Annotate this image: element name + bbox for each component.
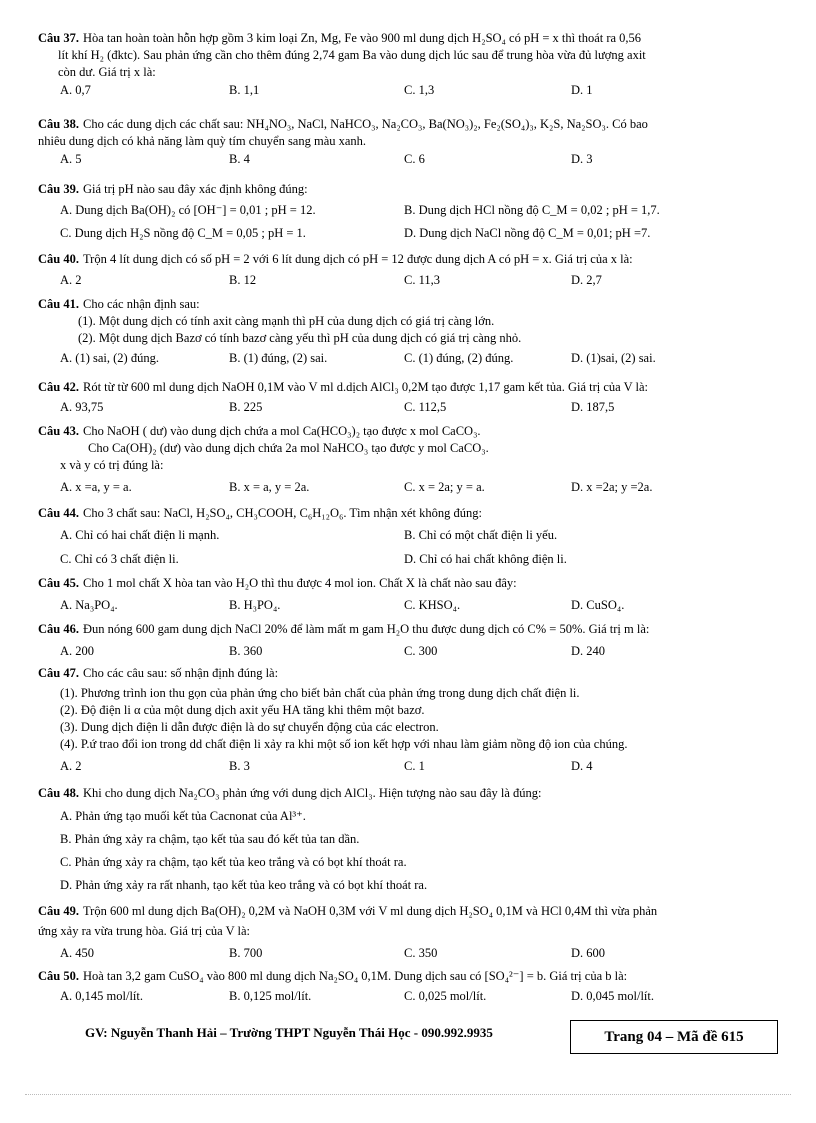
question-text: Trộn 4 lít dung dịch có số pH = 2 với 6 lít dung dịch có pH = 12 được dung dịch A có pH = x. Giá trị của x là: xyxy=(82,252,633,266)
option-d[interactable]: D. 240 xyxy=(571,644,606,658)
question-number: Câu 42. xyxy=(38,380,79,394)
option-b[interactable]: B. 700 xyxy=(229,946,263,960)
statement: (1). Phương trình ion thu gọn của phản ứng cho biết bản chất của phản ứng trong dung dịch chất điện li. xyxy=(60,686,580,700)
option-a[interactable]: A. Phản ứng tạo muối kết tủa Cacnonat của Al³⁺. xyxy=(60,809,306,823)
option-c[interactable]: C. 11,3 xyxy=(404,273,440,287)
footer-page-code: Trang 04 – Mã đề 615 xyxy=(570,1020,778,1054)
question-number: Câu 39. xyxy=(38,182,79,196)
statement: (2). Một dung dịch Bazơ có tính bazơ càng yếu thì pH của dung dịch có giá trị càng nhỏ. xyxy=(78,331,522,345)
options-row xyxy=(38,551,798,570)
option-c[interactable]: C. Phản ứng xảy ra chậm, tạo kết tủa keo trắng và có bọt khí thoát ra. xyxy=(60,855,407,869)
footer-author: GV: Nguyễn Thanh Hải – Trường THPT Nguyễn Thái Học - 090.992.9935 xyxy=(85,1025,493,1040)
option-b[interactable]: B. (1) đúng, (2) sai. xyxy=(229,351,328,365)
option-c[interactable]: C. 112,5 xyxy=(404,400,447,414)
option-d[interactable]: D. 0,045 mol/lít. xyxy=(571,989,654,1003)
option-c[interactable]: C. x = 2a; y = a. xyxy=(404,480,485,494)
options-row xyxy=(38,350,798,369)
option-a[interactable]: A. (1) sai, (2) đúng. xyxy=(60,351,159,365)
question-number: Câu 40. xyxy=(38,252,79,266)
question-50 xyxy=(38,968,798,1007)
option-d[interactable]: D. 187,5 xyxy=(571,400,615,414)
question-number: Câu 41. xyxy=(38,297,79,311)
question-text-cont: Cho Ca(OH)₂ (dư) vào dung dịch chứa 2a mol NaHCO₃ tạo được y mol CaCO₃. xyxy=(88,441,489,455)
option-a[interactable]: A. 200 xyxy=(60,644,95,658)
question-text: Cho các dung dịch các chất sau: NH₄NO₃, NaCl, NaHCO₃, Na₂CO₃, Ba(NO₃)₂, Fe₂(SO₄)₃, K₂S, Na₂SO₃. Có bao xyxy=(82,117,648,131)
question-number: Câu 46. xyxy=(38,622,79,636)
option-c[interactable]: C. 6 xyxy=(404,152,425,166)
option-a[interactable]: A. 2 xyxy=(60,759,82,773)
question-text: Trộn 600 ml dung dịch Ba(OH)₂ 0,2M và NaOH 0,3M với V ml dung dịch H₂SO₄ 0,1M và HCl 0,4M thì vừa phản xyxy=(82,904,658,918)
question-37 xyxy=(38,30,798,101)
option-a[interactable]: A. Chỉ có hai chất điện li mạnh. xyxy=(60,528,220,542)
question-47 xyxy=(38,665,798,777)
option-b[interactable]: B. 4 xyxy=(229,152,250,166)
question-text: Đun nóng 600 gam dung dịch NaCl 20% để làm mất m gam H₂O thu được dung dịch có C% = 50%. Giá trị m là: xyxy=(82,622,650,636)
options-row xyxy=(38,399,798,418)
options-row xyxy=(38,151,798,170)
option-a[interactable]: A. 93,75 xyxy=(60,400,104,414)
option-d[interactable]: D. Dung dịch NaCl nồng độ C_M = 0,01; pH =7. xyxy=(404,226,651,240)
option-d[interactable]: D. Chỉ có hai chất không điện li. xyxy=(404,552,567,566)
options-row xyxy=(38,479,798,498)
option-d[interactable]: D. CuSO₄. xyxy=(571,598,625,612)
option-c[interactable]: C. KHSO₄. xyxy=(404,598,461,612)
question-text: Cho các câu sau: số nhận định đúng là: xyxy=(82,666,279,680)
question-44 xyxy=(38,505,798,570)
options-row xyxy=(38,272,798,291)
question-45 xyxy=(38,575,798,616)
options-row xyxy=(38,945,798,964)
option-d[interactable]: D. 2,7 xyxy=(571,273,602,287)
question-number: Câu 48. xyxy=(38,786,79,800)
page-divider xyxy=(25,1094,791,1095)
option-d[interactable]: D. 1 xyxy=(571,83,593,97)
options-row xyxy=(38,82,798,101)
option-b[interactable]: B. Phản ứng xảy ra chậm, tạo kết tủa sau đó kết tủa tan dần. xyxy=(60,832,360,846)
options-row xyxy=(38,225,798,244)
question-text-cont: nhiêu dung dịch có khả năng làm quỳ tím chuyển sang màu xanh. xyxy=(38,134,367,148)
option-b[interactable]: B. x = a, y = 2a. xyxy=(229,480,310,494)
question-number: Câu 38. xyxy=(38,117,79,131)
options-row xyxy=(38,597,798,616)
statement: (3). Dung dịch điện li dẫn được điện là do sự chuyển động của các electron. xyxy=(60,720,439,734)
option-c[interactable]: C. 1 xyxy=(404,759,425,773)
question-number: Câu 45. xyxy=(38,576,79,590)
question-39 xyxy=(38,181,798,244)
question-38 xyxy=(38,116,798,170)
option-d[interactable]: D. 3 xyxy=(571,152,593,166)
option-c[interactable]: C. 0,025 mol/lít. xyxy=(404,989,487,1003)
question-text: Cho NaOH ( dư) vào dung dịch chứa a mol Ca(HCO₃)₂ tạo được x mol CaCO₃. xyxy=(82,424,481,438)
question-text-cont: ứng xảy ra vừa trung hòa. Giá trị của V là: xyxy=(38,924,250,938)
option-b[interactable]: B. H₃PO₄. xyxy=(229,598,281,612)
statement: (2). Độ điện li α của một dung dịch axit yếu HA tăng khi thêm một bazơ. xyxy=(60,703,425,717)
option-b[interactable]: B. Dung dịch HCl nồng độ C_M = 0,02 ; pH = 1,7. xyxy=(404,203,660,217)
option-b[interactable]: B. Chỉ có một chất điện li yếu. xyxy=(404,528,558,542)
option-c[interactable]: C. 300 xyxy=(404,644,438,658)
option-b[interactable]: B. 360 xyxy=(229,644,263,658)
question-number: Câu 37. xyxy=(38,31,79,45)
question-text: Khi cho dung dịch Na₂CO₃ phản ứng với dung dịch AlCl₃. Hiện tượng nào sau đây là đúng: xyxy=(82,786,542,800)
option-a[interactable]: A. 450 xyxy=(60,946,95,960)
question-41 xyxy=(38,296,798,369)
option-b[interactable]: B. 12 xyxy=(229,273,257,287)
question-number: Câu 43. xyxy=(38,424,79,438)
option-b[interactable]: B. 1,1 xyxy=(229,83,260,97)
question-number: Câu 50. xyxy=(38,969,79,983)
option-c[interactable]: C. (1) đúng, (2) đúng. xyxy=(404,351,514,365)
question-text: Hòa tan hoàn toàn hỗn hợp gồm 3 kim loại Zn, Mg, Fe vào 900 ml dung dịch H₂SO₄ có pH = x thì thoát ra 0,56 xyxy=(82,31,642,45)
question-number: Câu 47. xyxy=(38,666,79,680)
question-46 xyxy=(38,621,798,662)
statement: (4). P.ứ trao đổi ion trong dd chất điện li xảy ra khi một số ion kết hợp với nhau làm giảm nồng độ ion của chúng. xyxy=(60,737,628,751)
options-row xyxy=(38,758,798,777)
question-text: Cho các nhận định sau: xyxy=(82,297,200,311)
option-a[interactable]: A. Dung dịch Ba(OH)₂ có [OH⁻] = 0,01 ; pH = 12. xyxy=(60,203,316,217)
option-b[interactable]: B. 225 xyxy=(229,400,263,414)
option-c[interactable]: C. 350 xyxy=(404,946,438,960)
option-c[interactable]: C. Chỉ có 3 chất điện li. xyxy=(60,552,179,566)
options-row xyxy=(38,988,798,1007)
question-text: Rót từ từ 600 ml dung dịch NaOH 0,1M vào V ml d.dịch AlCl₃ 0,2M tạo được 1,17 gam kết tủa. Giá trị của V là: xyxy=(82,380,649,394)
option-d[interactable]: D. (1)sai, (2) sai. xyxy=(571,351,656,365)
option-a[interactable]: A. 2 xyxy=(60,273,82,287)
question-48 xyxy=(38,785,798,894)
question-text-cont: lít khí H₂ (đktc). Sau phản ứng cần cho thêm đúng 2,74 gam Ba vào dung dịch lúc sau để trung hòa vừa đủ lượng axit xyxy=(58,48,646,62)
option-a[interactable]: A. x =a, y = a. xyxy=(60,480,132,494)
option-a[interactable]: A. 5 xyxy=(60,152,82,166)
question-text: Cho 1 mol chất X hòa tan vào H₂O thì thu được 4 mol ion. Chất X là chất nào sau đây: xyxy=(82,576,517,590)
question-49 xyxy=(38,903,798,964)
option-d[interactable]: D. 4 xyxy=(571,759,593,773)
option-c[interactable]: C. 1,3 xyxy=(404,83,435,97)
options-row xyxy=(38,643,798,662)
option-a[interactable]: A. Na₃PO₄. xyxy=(60,598,118,612)
option-a[interactable]: A. 0,7 xyxy=(60,83,91,97)
option-a[interactable]: A. 0,145 mol/lít. xyxy=(60,989,143,1003)
option-c[interactable]: C. Dung dịch H₂S nồng độ C_M = 0,05 ; pH = 1. xyxy=(60,226,306,240)
option-d[interactable]: D. x =2a; y =2a. xyxy=(571,480,653,494)
question-ask: x và y có trị đúng là: xyxy=(60,458,164,472)
question-40 xyxy=(38,251,798,291)
question-text-cont: còn dư. Giá trị x là: xyxy=(58,65,156,79)
option-b[interactable]: B. 3 xyxy=(229,759,250,773)
option-d[interactable]: D. Phản ứng xảy ra rất nhanh, tạo kết tủa keo trắng và có bọt khí thoát ra. xyxy=(60,878,428,892)
statement: (1). Một dung dịch có tính axit càng mạnh thì pH của dung dịch có giá trị càng lớn. xyxy=(78,314,495,328)
options-row xyxy=(38,202,798,221)
question-43 xyxy=(38,423,798,498)
question-text: Giá trị pH nào sau đây xác định không đúng: xyxy=(82,182,308,196)
question-text: Cho 3 chất sau: NaCl, H₂SO₄, CH₃COOH, C₆H₁₂O₆. Tìm nhận xét không đúng: xyxy=(82,506,482,520)
question-text: Hoà tan 3,2 gam CuSO₄ vào 800 ml dung dịch Na₂SO₄ 0,1M. Dung dịch sau có [SO₄²⁻] = b. Giá trị của b là: xyxy=(82,969,628,983)
option-d[interactable]: D. 600 xyxy=(571,946,606,960)
question-42 xyxy=(38,379,798,418)
option-b[interactable]: B. 0,125 mol/lít. xyxy=(229,989,312,1003)
options-row xyxy=(38,527,798,546)
question-number: Câu 49. xyxy=(38,904,79,918)
question-number: Câu 44. xyxy=(38,506,79,520)
